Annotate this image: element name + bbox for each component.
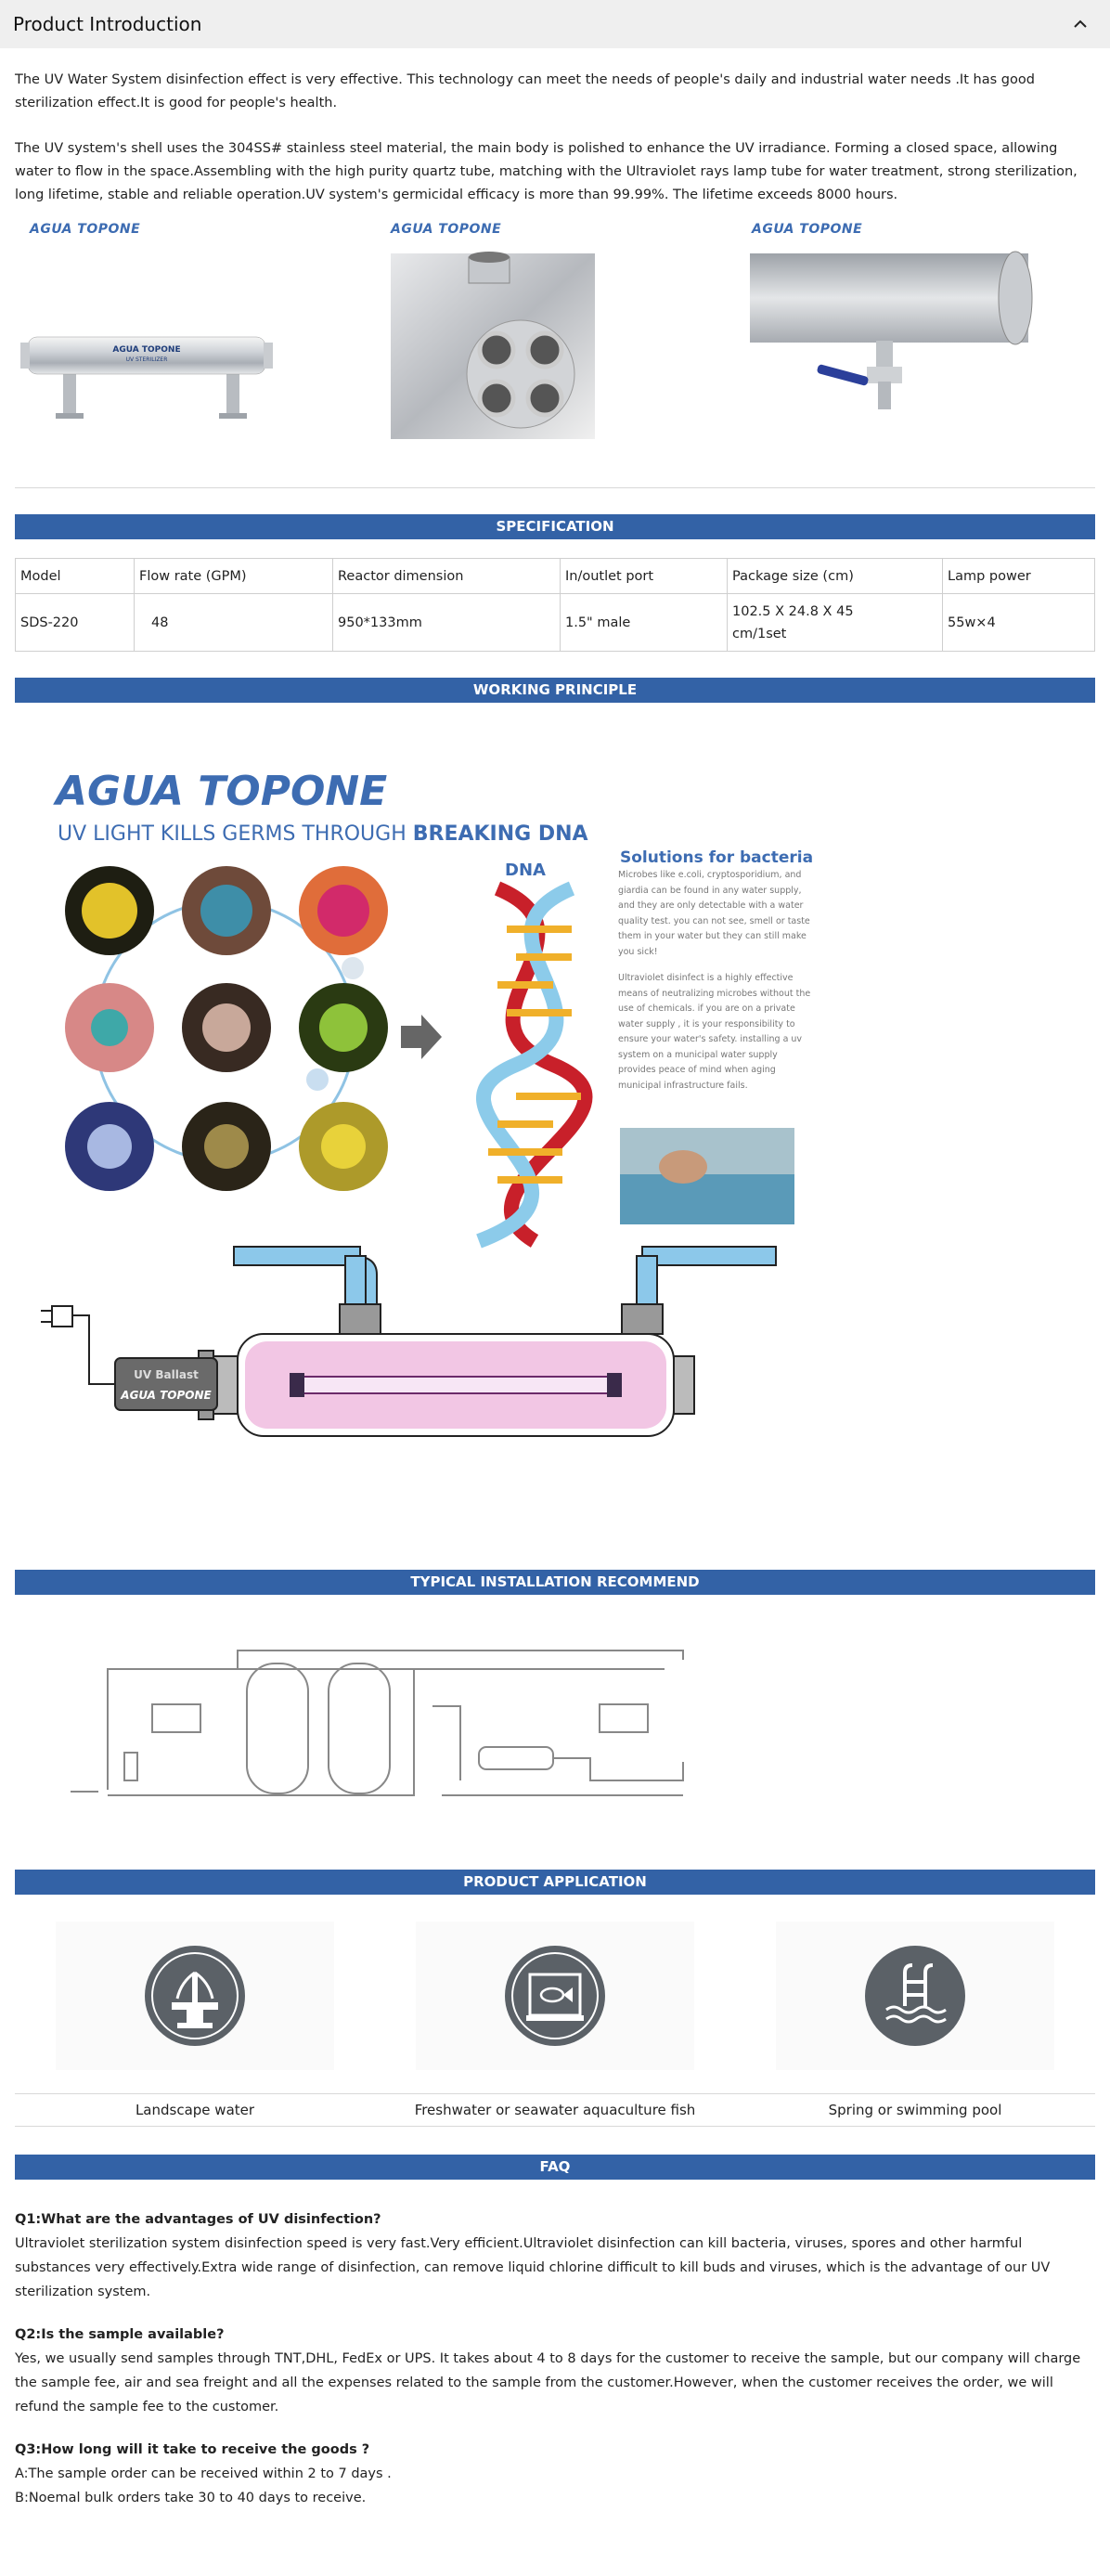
table-cell: 950*133mm xyxy=(333,594,561,652)
table-header-cell: Reactor dimension xyxy=(333,559,561,594)
table-row xyxy=(16,594,1095,652)
intro-paragraph-2: The UV system's shell uses the 304SS# stainless steel material, the main body is polished to enhance the UV irradiance. Forming a closed space, allowing water to flow in the space.Assembling with the high purity quartz tube, matching with the Ultraviolet rays lamp tube for water treatment, strong sterilization, long lifetime, stable and reliable operation.UV system's germicidal efficacy is more than 99.99%. The lifetime exceeds 8000 hours. xyxy=(15,141,1078,202)
tagline: UV LIGHT KILLS GERMS THROUGH BREAKING DNA xyxy=(58,822,588,846)
table-header-cell: Lamp power xyxy=(943,559,1095,594)
faq-answer: A:The sample order can be received within 2 to 7 days . xyxy=(15,2466,392,2481)
specification-bar: SPECIFICATION xyxy=(15,514,1095,539)
fountain-icon xyxy=(144,1945,246,2047)
faq-question: Q1:What are the advantages of UV disinfection? xyxy=(15,2212,381,2227)
product-images xyxy=(15,222,1095,454)
working-principle-bar: WORKING PRINCIPLE xyxy=(15,678,1095,703)
application-bar: PRODUCT APPLICATION xyxy=(15,1870,1095,1895)
table-cell: 48 xyxy=(135,594,333,652)
table-header-cell: Flow rate (GPM) xyxy=(135,559,333,594)
table-header-cell: Package size (cm) xyxy=(728,559,943,594)
brand-logo: AGUA TOPONE xyxy=(30,222,141,237)
application-icons xyxy=(15,1917,1095,2075)
faq-answer: Yes, we usually send samples through TNT,DHL, FedEx or UPS. It takes about 4 to 8 days for the customer to receive the sample, but our company will charge the sample fee, air and sea freight and all the expenses related to the sample from the customer.However, when the customer receives the order, we will refund the sample fee to the customer. xyxy=(15,2351,1081,2414)
brand-logo: AGUA TOPONE xyxy=(391,222,502,237)
table-cell: SDS-220 xyxy=(16,594,135,652)
application-pool xyxy=(735,1917,1095,2075)
table-cell: 55w×4 xyxy=(943,594,1095,652)
faq-answer: B:Noemal bulk orders take 30 to 40 days to receive. xyxy=(15,2491,367,2505)
working-principle-illustration xyxy=(15,703,1095,1570)
application-labels xyxy=(15,2093,1095,2127)
valve-closeup-image xyxy=(737,237,1098,450)
product-content xyxy=(0,69,1110,2510)
solutions-paragraph-2: Ultraviolet disinfect is a highly effective means of neutralizing microbes without the use of chemicals. if you are on a private water supply , it is your responsibility to ensure your water's safety. installing a uv system on a municipal water supply provides peace of mind when aging municipal infrastructure fails. xyxy=(618,973,811,1091)
table-header-row xyxy=(16,559,1095,594)
product-introduction-header[interactable] xyxy=(0,0,1110,48)
intro-paragraph-1: The UV Water System disinfection effect is very effective. This technology can meet the needs of people's daily and industrial water needs .It has good sterilization effect.It is good for people's health. xyxy=(15,72,1035,110)
chevron-up-icon[interactable] xyxy=(1071,15,1090,33)
swimming-pool-icon xyxy=(864,1945,966,2047)
installation-schematic xyxy=(15,1595,1095,1870)
brand-title: AGUA TOPONE xyxy=(56,768,388,815)
uv-sterilizer-image xyxy=(15,237,376,450)
solutions-title: Solutions for bacteria xyxy=(620,848,814,867)
ballast-label: UV Ballast xyxy=(134,1368,199,1381)
solutions-paragraph-1: Microbes like e.coli, cryptosporidium, and giardia can be found in any water supply, and they are only detectable with a water quality test. you can not see, smell or taste them in your water but they can still make you sick! xyxy=(618,870,810,957)
aquarium-fish-icon xyxy=(504,1945,606,2047)
ports-closeup-image xyxy=(376,237,737,450)
faq-question: Q2:Is the sample available? xyxy=(15,2327,225,2342)
faq-question: Q3:How long will it take to receive the goods ? xyxy=(15,2442,370,2457)
application-label: Freshwater or seawater aquaculture fish xyxy=(414,2102,696,2118)
ballast-brand: AGUA TOPONE xyxy=(121,1389,212,1402)
divider xyxy=(15,487,1095,488)
installation-bar: TYPICAL INSTALLATION RECOMMEND xyxy=(15,1570,1095,1595)
faq-bar: FAQ xyxy=(15,2155,1095,2180)
specification-table xyxy=(15,558,1095,652)
section-title: Product Introduction xyxy=(13,13,202,35)
product-image-ports xyxy=(376,222,737,454)
application-label: Spring or swimming pool xyxy=(828,2102,1002,2118)
table-cell: 1.5" male xyxy=(561,594,728,652)
table-header-cell: In/outlet port xyxy=(561,559,728,594)
brand-logo: AGUA TOPONE xyxy=(752,222,863,237)
table-cell: 102.5 X 24.8 X 45 cm/1set xyxy=(728,594,943,652)
table-header-cell: Model xyxy=(16,559,135,594)
application-label: Landscape water xyxy=(135,2102,255,2118)
uv-dna-diagram xyxy=(15,703,1095,1570)
faq-section xyxy=(15,2207,1095,2510)
product-image-valve xyxy=(737,222,1098,454)
application-landscape xyxy=(15,1917,375,2075)
dna-label: DNA xyxy=(505,861,546,880)
unit-brand-label: AGUA TOPONE xyxy=(112,345,181,355)
application-aquaculture xyxy=(375,1917,735,2075)
unit-sub-label: UV STERILIZER xyxy=(125,356,168,363)
faq-answer: Ultraviolet sterilization system disinfection speed is very fast.Very efficient.Ultraviolet disinfection can kill bacteria, viruses, spores and other harmful substances very effectively.Extra wide range of disinfection, can remove liquid chlorine difficult to kill buds and viruses, which is the advantage of our UV sterilization system. xyxy=(15,2236,1051,2299)
product-image-full-unit xyxy=(15,222,376,454)
installation-diagram xyxy=(15,1595,1095,1870)
